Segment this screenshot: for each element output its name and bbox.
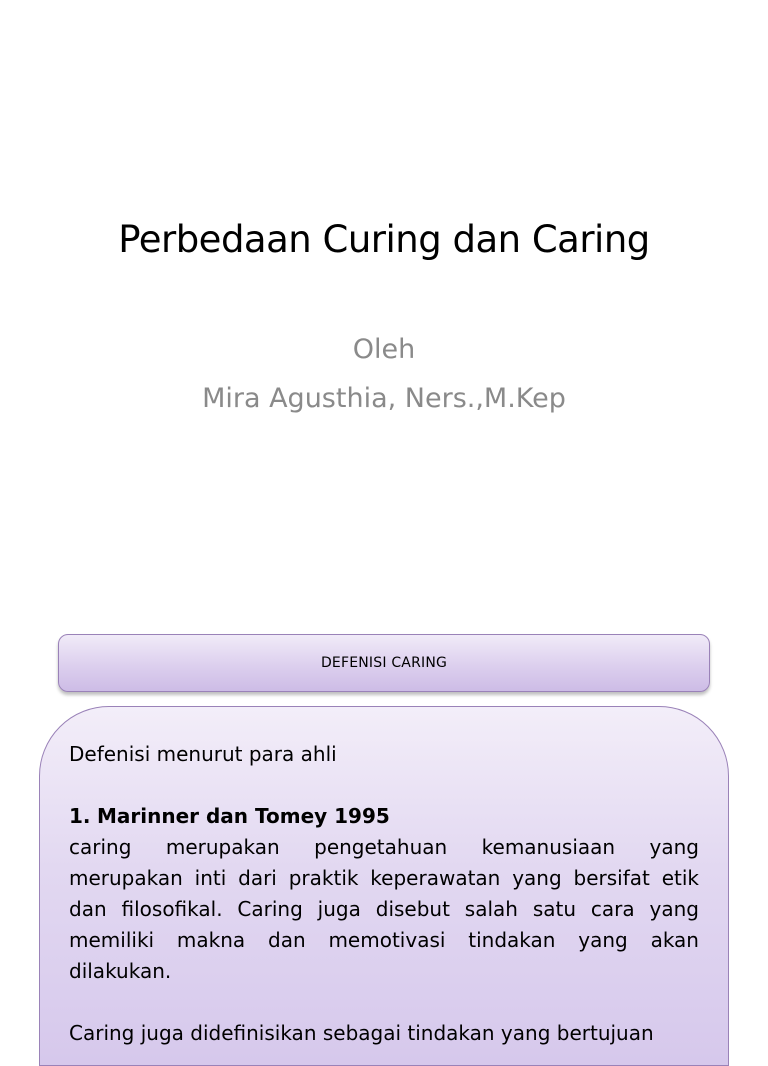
spacer (69, 987, 699, 1018)
list-item-body: caring merupakan pengetahuan kemanusiaan yang merupakan inti dari praktik keperawatan yang bersifat etik dan filosofikal. Caring juga disebut salah satu cara yang memiliki makna dan memotivasi tindakan yang akan dilakukan. (69, 835, 699, 983)
slide-subtitle-by: Oleh (352, 334, 416, 365)
list-item-title: Marinner dan Tomey 1995 (97, 804, 390, 828)
slide-subtitle-author: Mira Agusthia, Ners.,M.Kep (202, 383, 566, 414)
spacer (69, 770, 699, 801)
list-item-number: 1. (69, 804, 91, 828)
section-header-box (58, 634, 710, 692)
list-item-heading (69, 801, 699, 832)
intro-text: Defenisi menurut para ahli (69, 742, 337, 766)
section-header-label: DEFENISI CARING (320, 655, 448, 671)
definition-content-box (39, 706, 729, 1066)
next-paragraph: Caring juga didefinisikan sebagai tindakan yang bertujuan (69, 1021, 654, 1045)
slide-title: Perbedaan Curing dan Caring (118, 218, 650, 261)
